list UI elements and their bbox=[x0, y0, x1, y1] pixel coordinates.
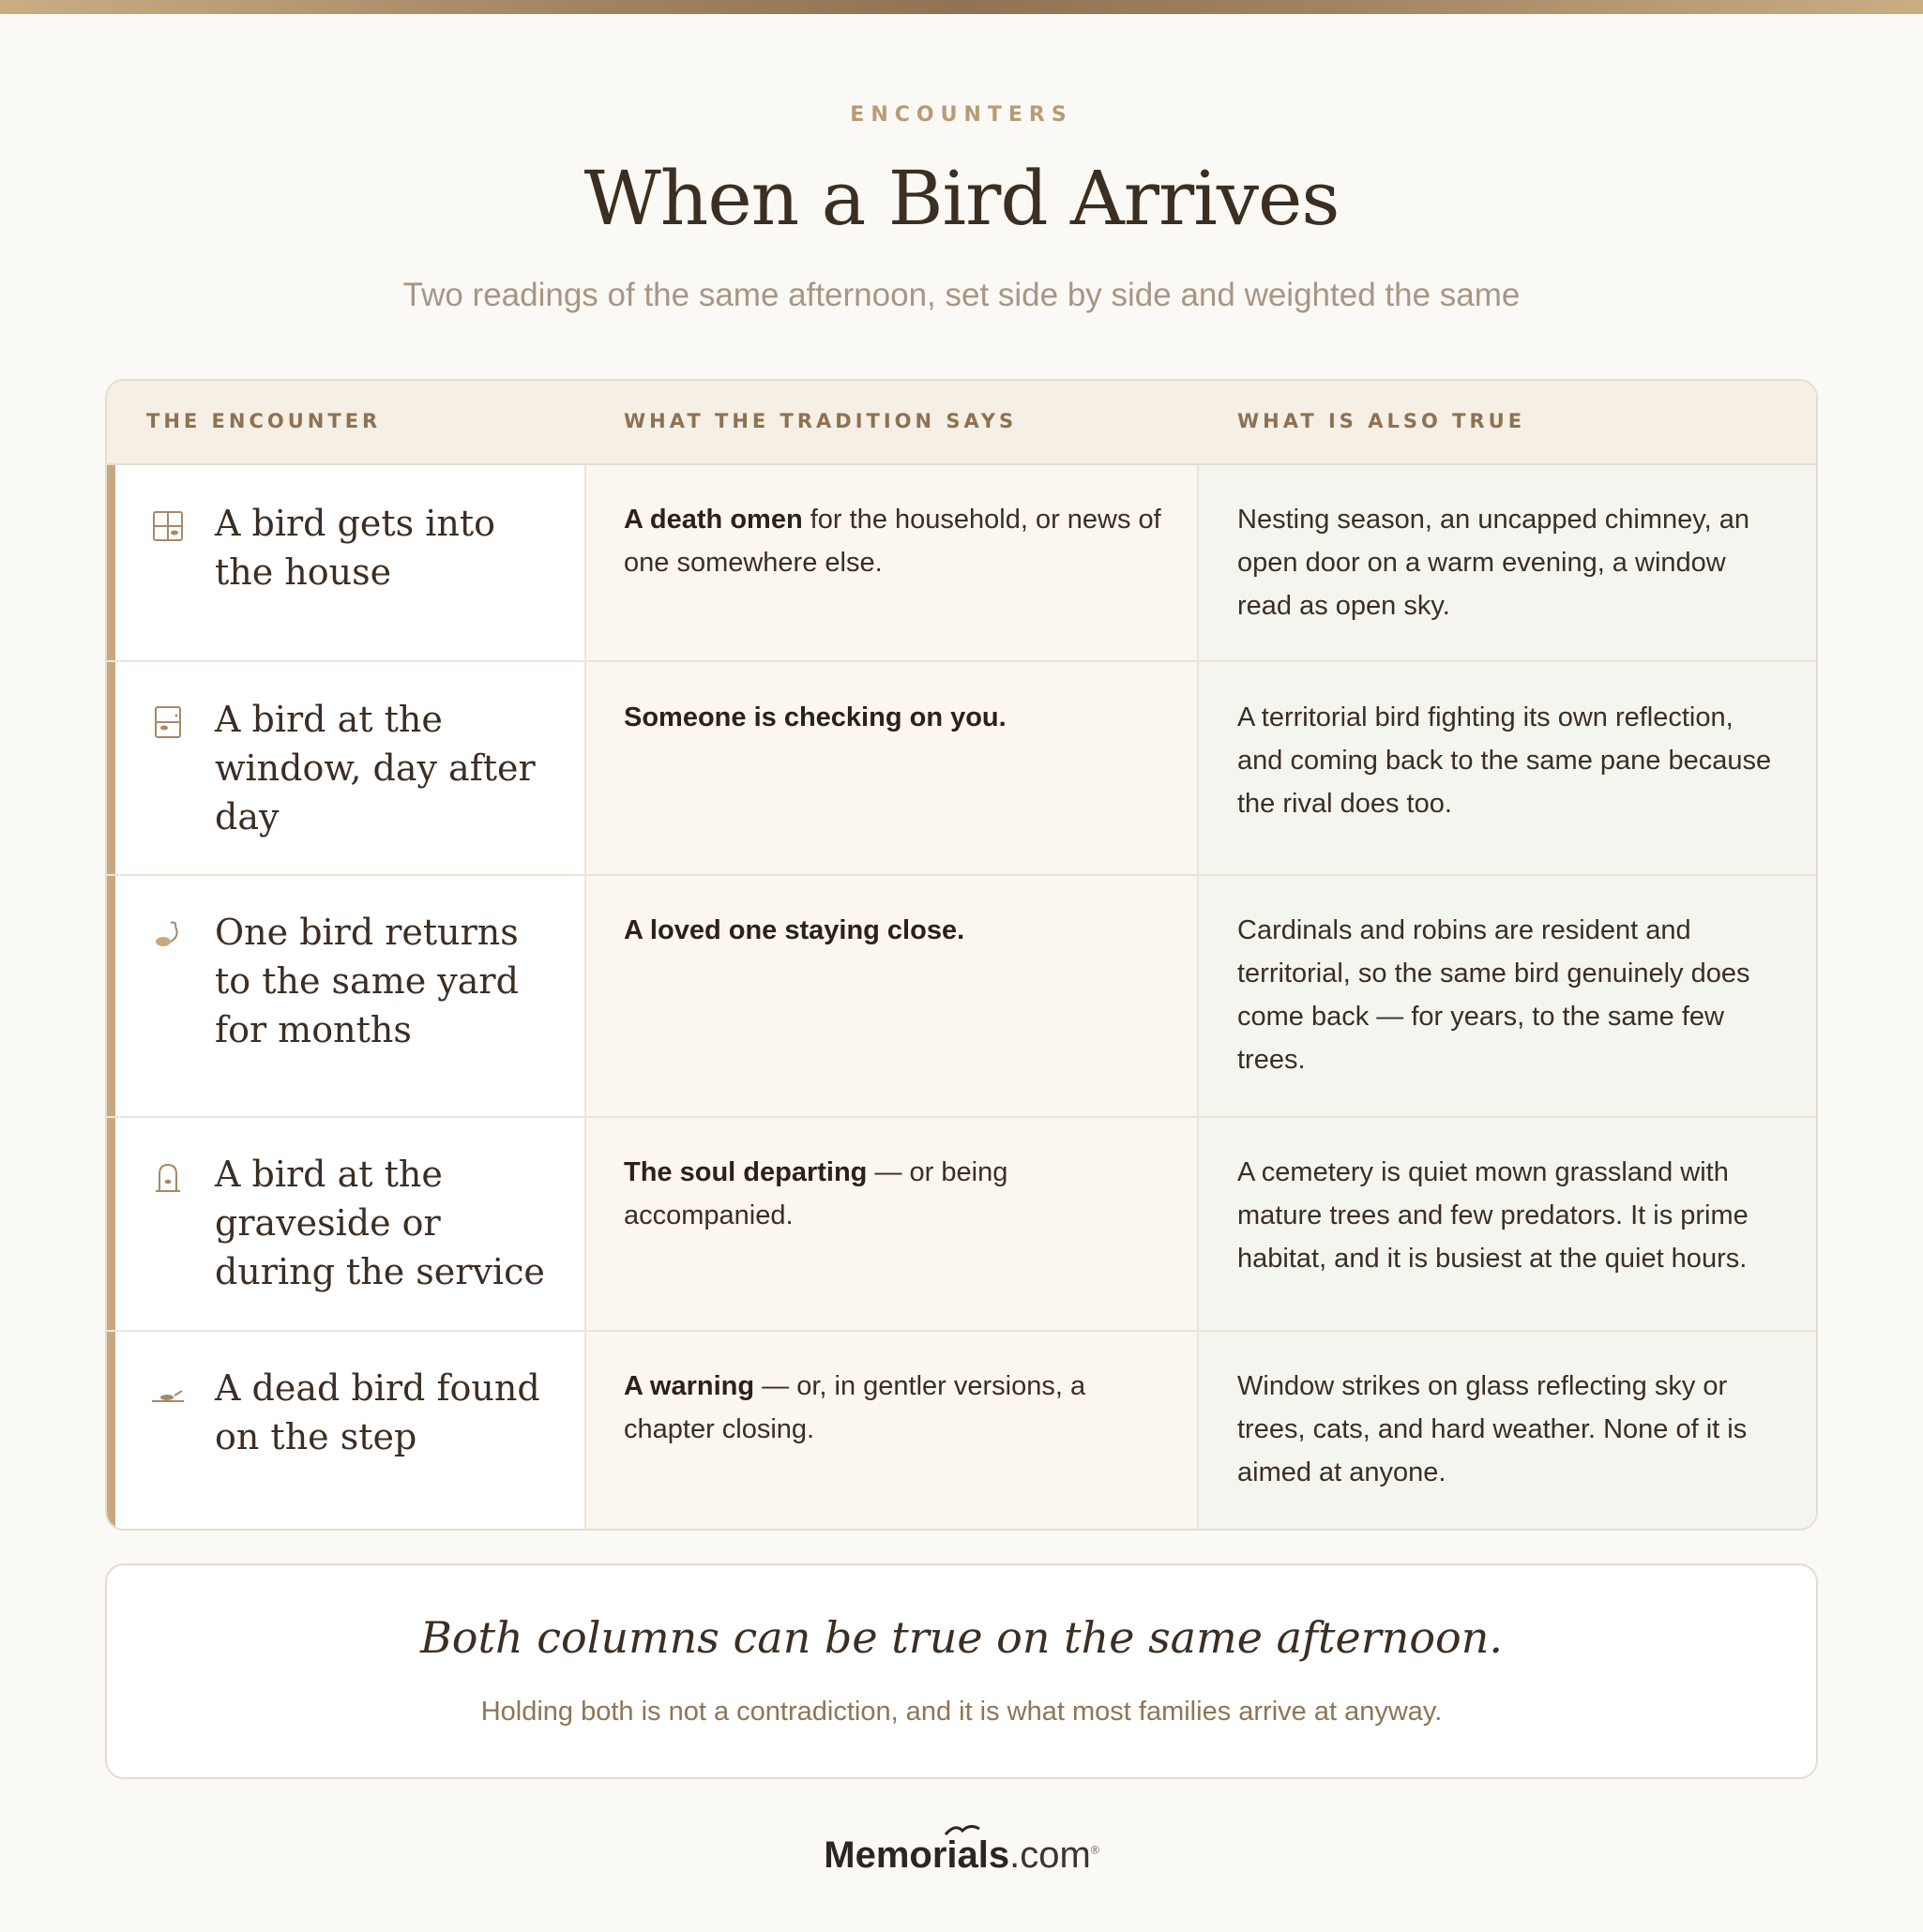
logo-tld: .com bbox=[1009, 1834, 1091, 1876]
tradition-text: A warning — or, in gentler versions, a chapter closing. bbox=[624, 1371, 1086, 1444]
memorials-logo bbox=[0, 1834, 1923, 1877]
row-accent-bar bbox=[107, 465, 115, 1529]
tradition-text: A death omen for the household, or news of one somewhere else. bbox=[624, 505, 1161, 578]
encounter-text: A bird gets into the house bbox=[215, 503, 496, 593]
tradition-text: The soul departing — or being accompanied. bbox=[624, 1157, 1008, 1230]
tradition-text: Someone is checking on you. bbox=[624, 702, 1007, 732]
bird-logo-icon bbox=[944, 1821, 981, 1838]
column-header-encounter: THE ENCOUNTER bbox=[146, 410, 382, 432]
window-bird-icon bbox=[150, 704, 186, 740]
encounter-text: A bird at the graveside or during the service bbox=[215, 1154, 545, 1292]
page-subtitle: Two readings of the same afternoon, set side by side and weighted the same bbox=[402, 277, 1521, 313]
encounter-text: One bird returns to the same yard for months bbox=[215, 912, 519, 1050]
fallen-bird-icon bbox=[150, 1373, 186, 1409]
logo-brand: Memorials bbox=[824, 1834, 1010, 1876]
also-true-text: A territorial bird fighting its own reflection, and coming back to the same pane because the rival does too. bbox=[1237, 702, 1772, 819]
also-true-text: Nesting season, an uncapped chimney, an open door on a warm evening, a window read as open sky. bbox=[1237, 505, 1749, 621]
table-header bbox=[107, 381, 1816, 465]
logo-registered-mark: ® bbox=[1090, 1843, 1099, 1857]
top-accent-bar bbox=[0, 0, 1923, 14]
comparison-table bbox=[105, 379, 1818, 1531]
headstone-icon bbox=[150, 1159, 186, 1195]
column-header-tradition: WHAT THE TRADITION SAYS bbox=[624, 410, 1018, 432]
encounter-text: A bird at the window, day after day bbox=[215, 699, 536, 838]
section-eyebrow: ENCOUNTERS bbox=[850, 103, 1073, 127]
tradition-text: A loved one staying close. bbox=[624, 915, 965, 945]
summary-quote: Both columns can be true on the same afternoon. bbox=[420, 1612, 1503, 1663]
also-true-text: Window strikes on glass reflecting sky or trees, cats, and hard weather. None of it is aimed at anyone. bbox=[1237, 1371, 1748, 1487]
perched-bird-icon bbox=[150, 917, 186, 953]
also-true-text: A cemetery is quiet mown grassland with mature trees and few predators. It is prime habitat, and it is busiest at the quiet hours. bbox=[1237, 1157, 1749, 1274]
page-title: When a Bird Arrives bbox=[583, 155, 1340, 242]
summary-note: Holding both is not a contradiction, and it is what most families arrive at anyway. bbox=[480, 1697, 1443, 1727]
summary-card bbox=[105, 1563, 1818, 1779]
also-true-text: Cardinals and robins are resident and territorial, so the same bird genuinely does come back — for years, to the same few trees. bbox=[1237, 915, 1750, 1075]
window-pane-icon bbox=[150, 508, 186, 544]
column-header-also-true: WHAT IS ALSO TRUE bbox=[1237, 410, 1526, 432]
encounter-text: A dead bird found on the step bbox=[215, 1367, 540, 1457]
